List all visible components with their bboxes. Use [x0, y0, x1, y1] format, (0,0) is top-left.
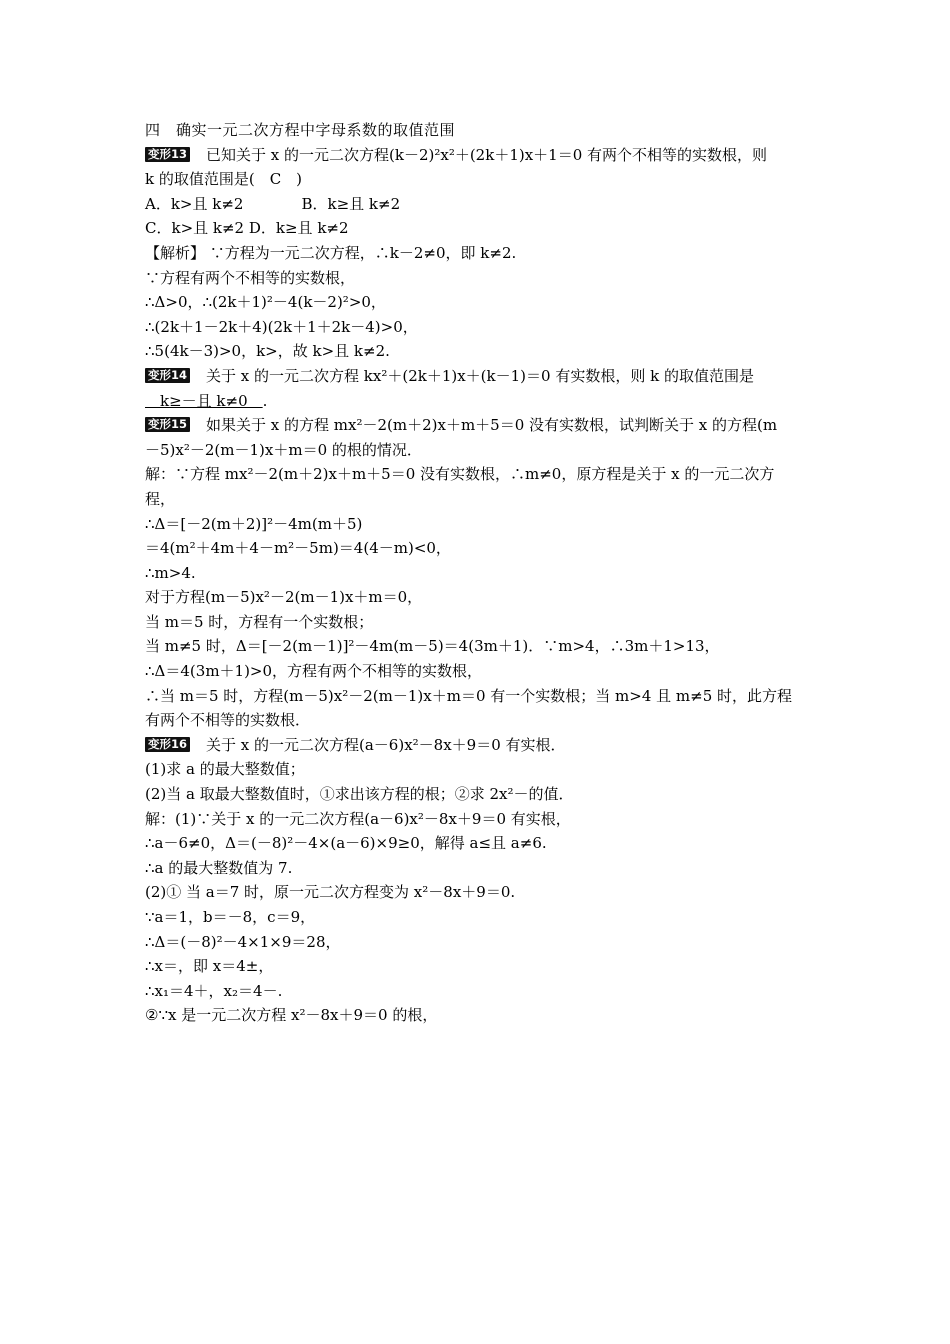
document-page [145, 118, 810, 1028]
problem-16-stem-text: 关于 x 的一元二次方程(a－6)x²－8x＋9＝0 有实根． [206, 735, 566, 754]
problem-tag: 变形15 [145, 417, 190, 432]
solution-line: ∴5(4k－3)>0，k>，故 k>且 k≠2. [145, 342, 390, 361]
option-b: B．k≥且 k≠2 [301, 194, 401, 213]
problem-16-stem [145, 733, 810, 758]
solution-line: 有两个不相等的实数根． [145, 711, 311, 730]
solution-line: ∴Δ＝4(3m＋1)>0，方程有两个不相等的实数根， [145, 662, 483, 681]
solution-line: 当 m≠5 时，Δ＝[－2(m－1)]²－4m(m－5)＝4(3m＋1)．∵m>4，∴3m＋1>13， [145, 637, 720, 656]
problem-14-stem-text: 关于 x 的一元二次方程 kx²＋(2k＋1)x＋(k－1)＝0 有实数根，则 k 的取值范围是 [206, 366, 754, 385]
problem-15-stem-line-2: －5)x²－2(m－1)x＋m＝0 的根的情况． [145, 440, 422, 459]
problem-13-stem-line-2: k 的取值范围是( C ) [145, 170, 303, 189]
problem-13-stem-line-1 [145, 143, 810, 168]
solution-line: ∴当 m＝5 时，方程(m－5)x²－2(m－1)x＋m＝0 有一个实数根；当 m>4 且 m≠5 时，此方程 [145, 686, 793, 705]
problem-15-stem-text: 如果关于 x 的方程 mx²－2(m＋2)x＋m＋5＝0 没有实数根，试判断关于 x 的方程(m [206, 416, 778, 435]
problem-15-stem-line-1 [145, 413, 810, 438]
problem-tag: 变形16 [145, 737, 190, 752]
solution-line: (2)当 a 取最大整数值时，①求出该方程的根；②求 2x²－的值． [145, 785, 574, 804]
solution-line: ∴x＝，即 x＝4±， [145, 957, 274, 976]
solution-line: (2)① 当 a＝7 时，原一元二次方程变为 x²－8x＋9＝0. [145, 883, 516, 902]
problem-tag: 变形14 [145, 368, 190, 383]
problem-13-options-cd: C．k>且 k≠2 D．k≥且 k≠2 [145, 219, 349, 238]
section-title: 四 确实一元二次方程中字母系数的取值范围 [145, 121, 456, 139]
solution-line: ∴x₁＝4＋，x₂＝4－. [145, 981, 283, 1000]
solution-line: ∴a－6≠0，Δ＝(－8)²－4×(a－6)×9≥0，解得 a≤且 a≠6. [145, 834, 547, 853]
solution-line: 对于方程(m－5)x²－2(m－1)x＋m＝0， [145, 588, 423, 607]
solution-line: (1)求 a 的最大整数值； [145, 760, 305, 779]
solution-line: 【解析】 ∵方程为一元二次方程，∴k－2≠0，即 k≠2. [145, 243, 517, 262]
solution-line: ∴Δ＝(－8)²－4×1×9＝28， [145, 932, 341, 951]
problem-14-answer: k≥－且 k≠0 [145, 391, 263, 410]
solution-line: ∵a＝1，b＝－8，c＝9， [145, 908, 316, 926]
solution-line: 解：∵方程 mx²－2(m＋2)x＋m＋5＝0 没有实数根，∴m≠0，原方程是关于 x 的一元二次方 [145, 465, 775, 484]
solution-line: ＝4(m²＋4m＋4－m²－5m)＝4(4－m)<0， [145, 539, 451, 558]
solution-line: 当 m＝5 时，方程有一个实数根； [145, 612, 374, 631]
solution-line: ∴Δ＝[－2(m＋2)]²－4m(m＋5) [145, 514, 363, 533]
problem-13-stem-text: 已知关于 x 的一元二次方程(k－2)²x²＋(2k＋1)x＋1＝0 有两个不相等的实数根，则 [206, 145, 768, 164]
option-a: A．k>且 k≠2 [145, 194, 244, 213]
problem-13-options-ab [145, 192, 810, 217]
solution-line: ∵方程有两个不相等的实数根， [145, 268, 356, 287]
problem-14-stem [145, 364, 810, 389]
solution-line: ∴(2k＋1－2k＋4)(2k＋1＋2k－4)>0， [145, 317, 418, 336]
problem-14-answer-line: k≥－且 k≠0 . [145, 391, 268, 410]
solution-line: 程， [145, 489, 176, 508]
solution-line: ∴a 的最大整数值为 7. [145, 858, 293, 877]
solution-line: ∴Δ>0，∴(2k＋1)²－4(k－2)²>0， [145, 293, 386, 312]
problem-tag: 变形13 [145, 147, 190, 162]
solution-line: 解：(1)∵关于 x 的一元二次方程(a－6)x²－8x＋9＝0 有实根， [145, 809, 571, 828]
solution-line: ②∵x 是一元二次方程 x²－8x＋9＝0 的根， [145, 1006, 438, 1025]
solution-line: ∴m>4. [145, 563, 196, 582]
